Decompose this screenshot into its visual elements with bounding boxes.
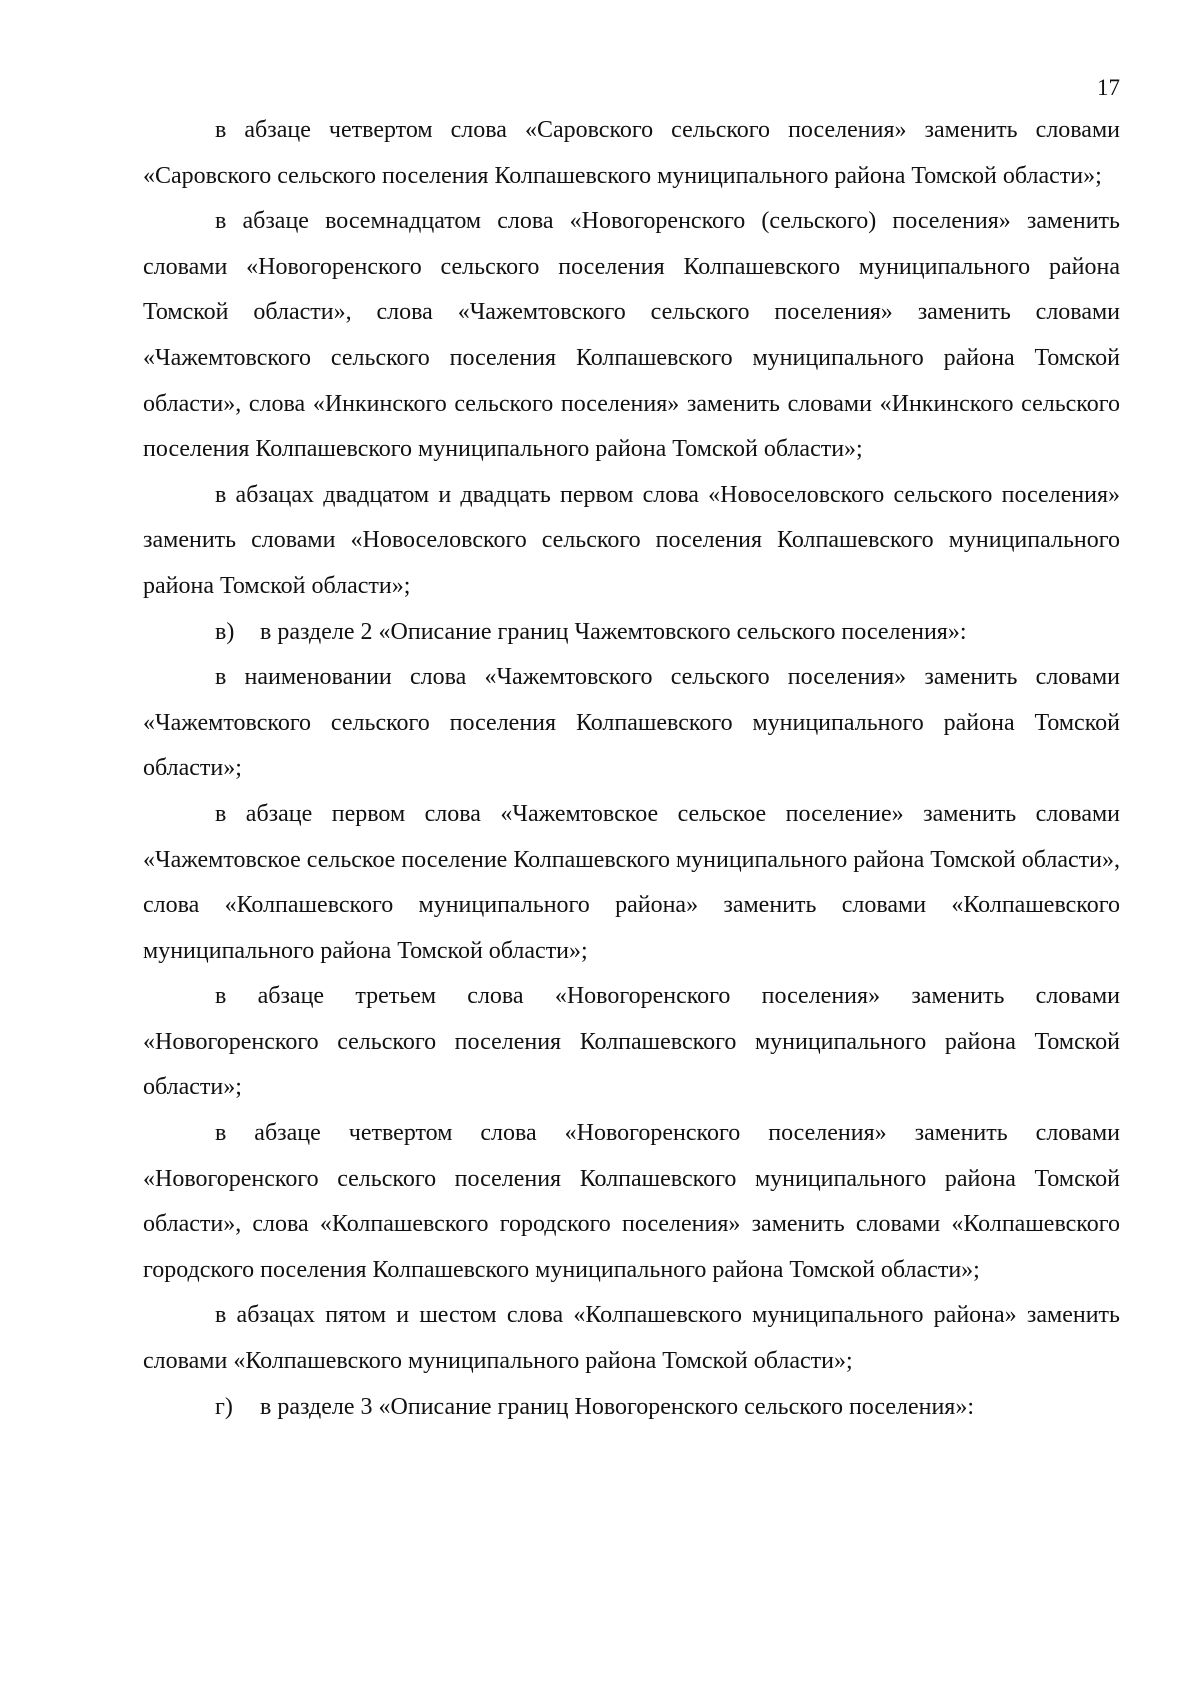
list-item xyxy=(143,1385,1120,1431)
paragraph: в абзаце третьем слова «Новогоренского поселения» заменить словами «Новогоренского сельского поселения Колпашевского муниципального района Томской области»; xyxy=(143,983,1120,1101)
paragraph: в абзаце четвертом слова «Новогоренского поселения» заменить словами «Новогоренского сельского поселения Колпашевского муниципального района Томской области», слова «Колпашевского городского поселения» заменить словами «Колпашевского городского поселения Колпашевского муниципального района Томской области»; xyxy=(143,1120,1120,1283)
paragraph: в наименовании слова «Чажемтовского сельского поселения» заменить словами «Чажемтовского сельского поселения Колпашевского муниципального района Томской области»; xyxy=(143,664,1120,782)
list-marker: г) xyxy=(215,1393,233,1420)
list-item-text: в разделе 3 «Описание границ Новогоренского сельского поселения»: xyxy=(260,1393,975,1420)
paragraph: в абзаце восемнадцатом слова «Новогоренского (сельского) поселения» заменить словами «Новогоренского сельского поселения Колпашевского муниципального района Томской области», слова «Чажемтовского сельского поселения» заменить словами «Чажемтовского сельского поселения Колпашевского муниципального района Томской области», слова «Инкинского сельского поселения» заменить словами «Инкинского сельского поселения Колпашевского муниципального района Томской области»; xyxy=(143,208,1120,463)
document-body xyxy=(143,108,1120,1430)
paragraph: в абзаце четвертом слова «Саровского сельского поселения» заменить словами «Саровского сельского поселения Колпашевского муниципального района Томской области»; xyxy=(143,117,1120,189)
paragraph: в абзацах пятом и шестом слова «Колпашевского муниципального района» заменить словами «Колпашевского муниципального района Томской области»; xyxy=(143,1302,1120,1375)
list-item xyxy=(143,610,1120,656)
paragraph: в абзацах двадцатом и двадцать первом слова «Новоселовского сельского поселения» заменить словами «Новоселовского сельского поселения Колпашевского муниципального района Томской области»; xyxy=(143,481,1120,599)
paragraph: в абзаце первом слова «Чажемтовское сельское поселение» заменить словами «Чажемтовское сельское поселение Колпашевского муниципального района Томской области», слова «Колпашевского муниципального района» заменить словами «Колпашевского муниципального района Томской области»; xyxy=(143,800,1120,964)
list-marker: в) xyxy=(215,618,235,645)
list-item-text: в разделе 2 «Описание границ Чажемтовского сельского поселения»: xyxy=(260,618,967,645)
page-number: 17 xyxy=(1097,75,1120,100)
